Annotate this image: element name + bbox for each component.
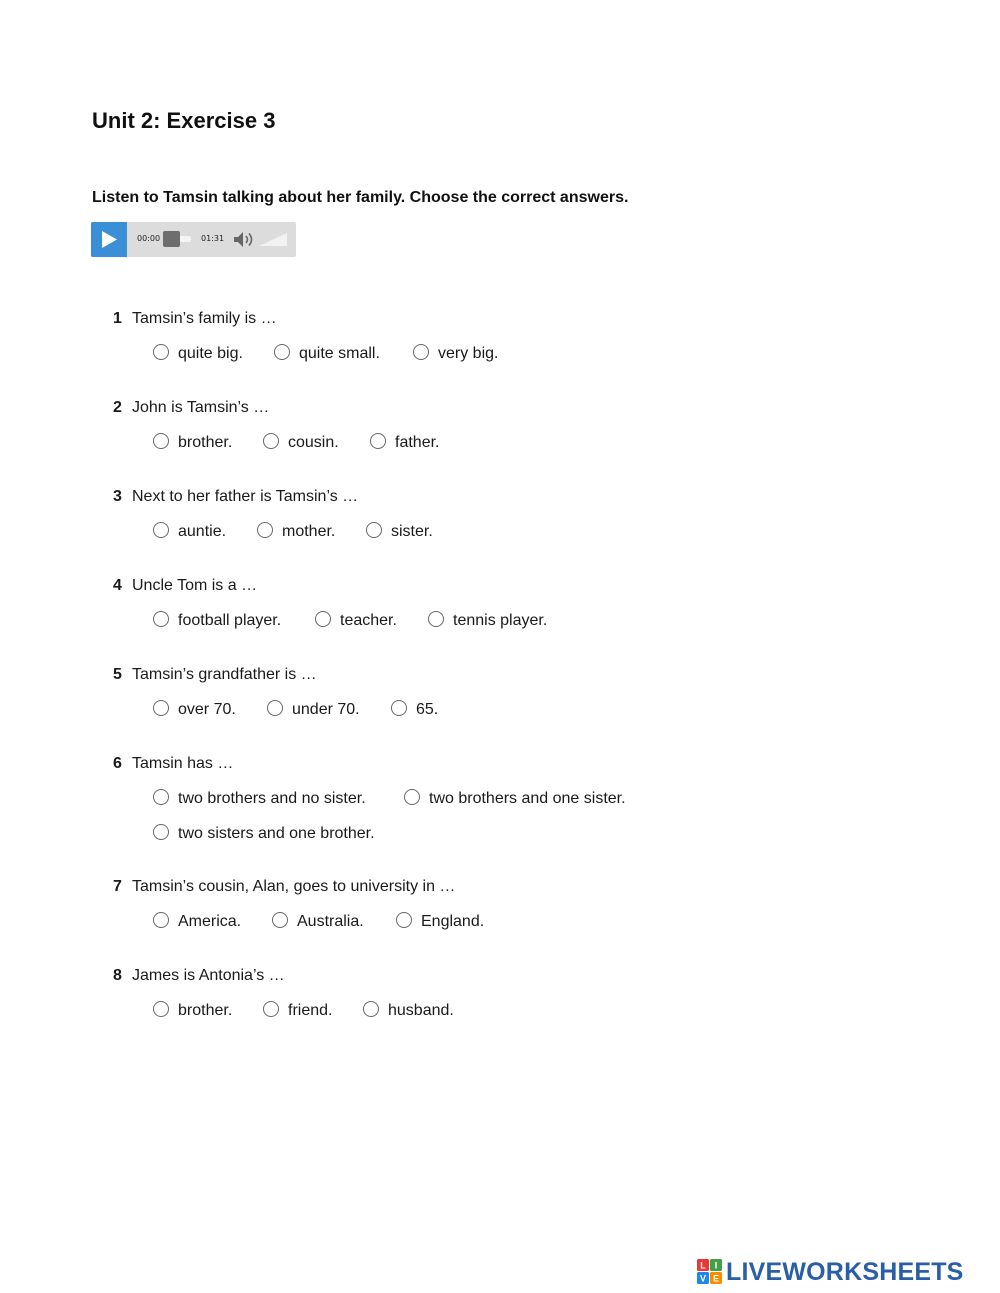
question-number: 8	[113, 967, 122, 984]
radio-button[interactable]	[366, 522, 382, 538]
radio-button[interactable]	[370, 433, 386, 449]
radio-button[interactable]	[391, 700, 407, 716]
option-row	[153, 1001, 454, 1021]
option-label: cousin.	[288, 434, 339, 451]
option-label: under 70.	[292, 701, 360, 718]
question-3	[113, 487, 433, 542]
option-row	[153, 789, 626, 809]
answer-option[interactable]	[428, 611, 547, 631]
answer-option[interactable]	[366, 522, 433, 542]
question-number: 6	[113, 755, 122, 772]
answer-option[interactable]	[391, 700, 438, 720]
radio-button[interactable]	[153, 433, 169, 449]
page-title: Unit 2: Exercise 3	[92, 108, 276, 133]
question-number: 5	[113, 666, 122, 683]
option-label: 65.	[416, 701, 439, 718]
answer-option[interactable]	[153, 433, 232, 453]
option-label: two brothers and no sister.	[178, 790, 366, 807]
play-button[interactable]	[91, 222, 127, 257]
radio-button[interactable]	[404, 789, 420, 805]
total-time: 01:31	[201, 234, 225, 243]
answer-option[interactable]	[404, 789, 626, 809]
question-text: Tamsin has …	[132, 755, 234, 772]
question-prompt	[113, 309, 277, 329]
question-prompt	[113, 487, 358, 507]
question-prompt	[113, 576, 257, 596]
logo-blocks-icon	[697, 1259, 723, 1285]
option-row	[153, 344, 499, 364]
question-number: 3	[113, 488, 122, 505]
answer-option[interactable]	[396, 912, 484, 932]
svg-text:E: E	[712, 1273, 720, 1284]
answer-option[interactable]	[153, 344, 243, 364]
answer-option[interactable]	[272, 912, 364, 932]
radio-button[interactable]	[263, 433, 279, 449]
option-row	[153, 700, 439, 720]
option-label: husband.	[388, 1002, 454, 1019]
option-label: very big.	[438, 345, 499, 362]
answer-option[interactable]	[153, 611, 281, 631]
option-row	[153, 611, 548, 631]
svg-text:V: V	[699, 1273, 707, 1284]
answer-option[interactable]	[263, 433, 339, 453]
question-7	[113, 877, 485, 932]
question-1	[113, 309, 499, 364]
radio-button[interactable]	[257, 522, 273, 538]
question-text: Tamsin’s family is …	[132, 310, 277, 327]
radio-button[interactable]	[153, 344, 169, 360]
option-label: brother.	[178, 1002, 233, 1019]
svg-text:I: I	[714, 1260, 718, 1271]
radio-button[interactable]	[153, 611, 169, 627]
radio-button[interactable]	[153, 912, 169, 928]
answer-option[interactable]	[370, 433, 439, 453]
logo-text: LIVEWORKSHEETS	[726, 1257, 964, 1286]
seek-handle[interactable]	[163, 231, 180, 247]
option-label: father.	[395, 434, 440, 451]
radio-button[interactable]	[428, 611, 444, 627]
answer-option[interactable]	[413, 344, 498, 364]
question-prompt	[113, 398, 269, 418]
svg-text:L: L	[700, 1260, 706, 1271]
radio-button[interactable]	[153, 1001, 169, 1017]
instruction-text: Listen to Tamsin talking about her family. Choose the correct answers.	[92, 189, 629, 206]
radio-button[interactable]	[153, 522, 169, 538]
option-label: sister.	[391, 523, 433, 540]
option-label: football player.	[178, 612, 282, 629]
question-prompt	[113, 877, 455, 897]
question-text: Uncle Tom is a …	[132, 577, 258, 594]
question-6	[113, 754, 626, 844]
answer-option[interactable]	[315, 611, 397, 631]
answer-option[interactable]	[153, 912, 241, 932]
option-label: teacher.	[340, 612, 397, 629]
answer-option[interactable]	[363, 1001, 454, 1021]
radio-button[interactable]	[396, 912, 412, 928]
audio-player	[91, 222, 296, 257]
radio-button[interactable]	[153, 700, 169, 716]
option-label: brother.	[178, 434, 233, 451]
option-label: quite small.	[299, 345, 380, 362]
question-text: Tamsin’s grandfather is …	[132, 666, 317, 683]
question-prompt	[113, 665, 317, 685]
question-text: James is Antonia’s …	[132, 967, 285, 984]
option-label: over 70.	[178, 701, 236, 718]
answer-option[interactable]	[267, 700, 360, 720]
play-icon	[101, 231, 118, 248]
option-label: England.	[421, 913, 485, 930]
option-label: two brothers and one sister.	[429, 790, 626, 807]
question-number: 7	[113, 878, 122, 895]
radio-button[interactable]	[272, 912, 288, 928]
radio-button[interactable]	[413, 344, 429, 360]
radio-button[interactable]	[263, 1001, 279, 1017]
question-number: 2	[113, 399, 122, 416]
question-prompt	[113, 966, 285, 986]
question-2	[113, 398, 440, 453]
volume-icon[interactable]	[233, 231, 255, 248]
option-row	[153, 522, 433, 542]
option-row	[153, 824, 375, 844]
answer-option[interactable]	[257, 522, 335, 542]
liveworksheets-logo	[697, 1259, 964, 1285]
answer-option[interactable]	[274, 344, 380, 364]
answer-option[interactable]	[153, 789, 366, 809]
radio-button[interactable]	[315, 611, 331, 627]
option-label: tennis player.	[453, 612, 548, 629]
option-row	[153, 433, 440, 453]
question-number: 1	[113, 310, 122, 327]
question-prompt	[113, 754, 233, 774]
radio-button[interactable]	[363, 1001, 379, 1017]
answer-option[interactable]	[263, 1001, 332, 1021]
option-label: mother.	[282, 523, 336, 540]
answer-option[interactable]	[153, 522, 226, 542]
current-time: 00:00	[137, 234, 161, 243]
radio-button[interactable]	[267, 700, 283, 716]
answer-option[interactable]	[153, 1001, 232, 1021]
option-label: friend.	[288, 1002, 333, 1019]
radio-button[interactable]	[153, 824, 169, 840]
answer-option[interactable]	[153, 824, 375, 844]
option-label: two sisters and one brother.	[178, 825, 375, 842]
question-text: Tamsin’s cousin, Alan, goes to university in …	[132, 878, 456, 895]
question-number: 4	[113, 577, 122, 594]
option-label: auntie.	[178, 523, 227, 540]
volume-slider[interactable]	[259, 233, 287, 247]
question-4	[113, 576, 548, 631]
option-label: Australia.	[297, 913, 364, 930]
radio-button[interactable]	[274, 344, 290, 360]
radio-button[interactable]	[153, 789, 169, 805]
option-label: America.	[178, 913, 242, 930]
option-label: quite big.	[178, 345, 243, 362]
question-text: John is Tamsin’s …	[132, 399, 270, 416]
option-row	[153, 912, 485, 932]
question-text: Next to her father is Tamsin’s …	[132, 488, 359, 505]
answer-option[interactable]	[153, 700, 236, 720]
question-8	[113, 966, 454, 1021]
question-5	[113, 665, 439, 720]
